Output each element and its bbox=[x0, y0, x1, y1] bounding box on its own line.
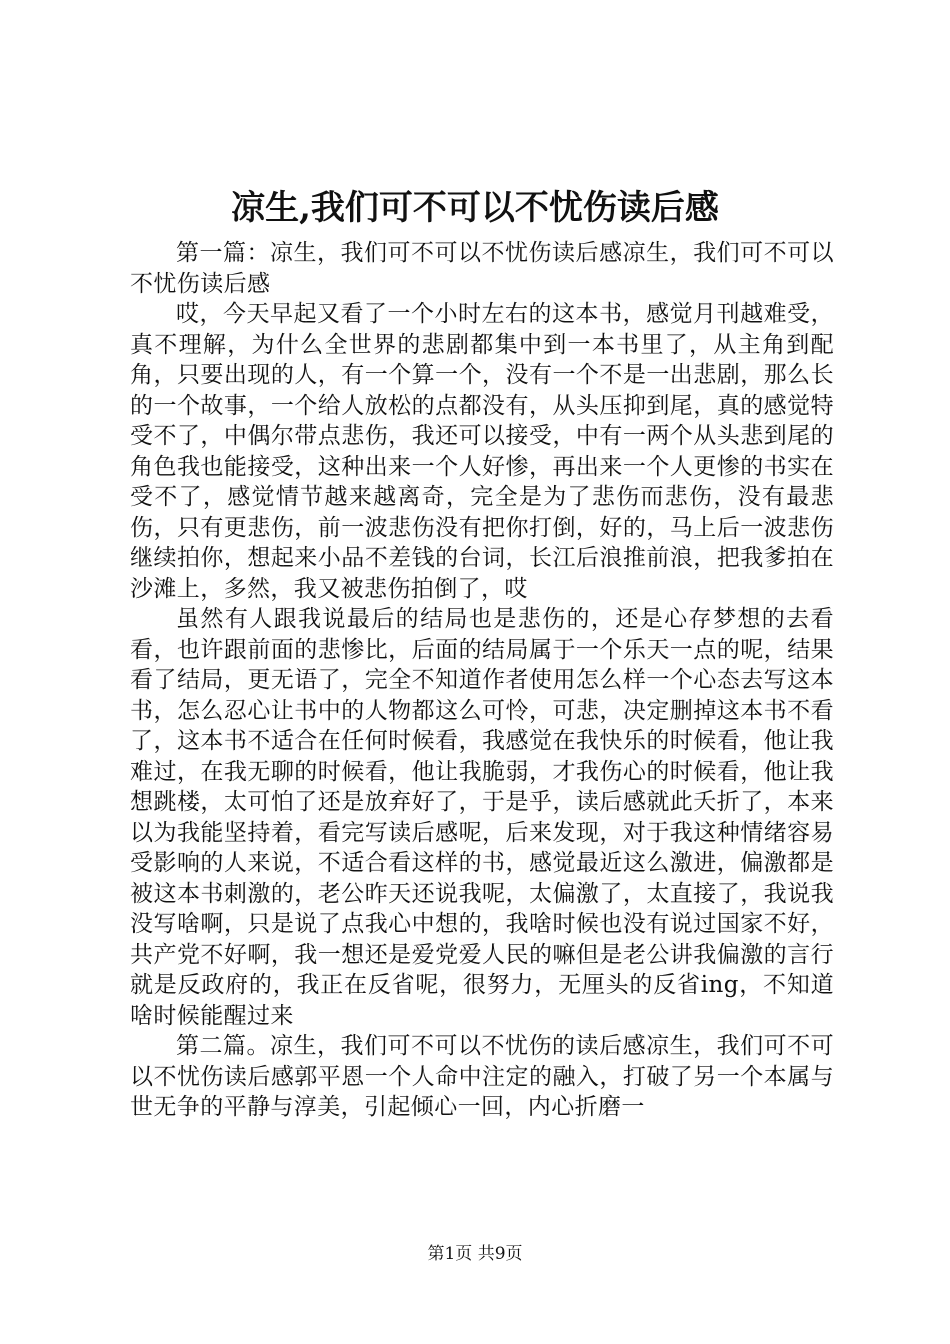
page-footer: 第1页 共9页 bbox=[427, 1244, 523, 1264]
paragraph-1: 第一篇：凉生，我们可不可以不忧伤读后感凉生，我们可不可以不忧伤读后感 bbox=[130, 240, 834, 297]
paragraph-4: 第二篇。凉生，我们可不可以不忧伤的读后感凉生，我们可不可以不忧伤读后感郭平恩一个人命中注定的融入，打破了另一个本属与世无争的平静与淳美，引起倾心一回，内心折磨一 bbox=[130, 1033, 834, 1120]
paragraph-2: 哎，今天早起又看了一个小时左右的这本书，感觉月刊越难受，真不理解，为什么全世界的悲剧都集中到一本书里了，从主角到配角，只要出现的人，有一个算一个，没有一个不是一出悲剧，那么长的一个故事，一个给人放松的点都没有，从头压抑到尾，真的感觉特受不了，中偶尔带点悲伤，我还可以接受，中有一两个从头悲到尾的角色我也能接受，这种出来一个人好惨，再出来一个人更惨的书实在受不了，感觉情节越来越离奇，完全是为了悲伤而悲伤，没有最悲伤，只有更悲伤，前一波悲伤没有把你打倒，好的，马上后一波悲伤继续拍你，想起来小品不差钱的台词，长江后浪推前浪，把我爹拍在沙滩上，多然，我又被悲伤拍倒了，哎 bbox=[130, 301, 834, 602]
paragraph-3: 虽然有人跟我说最后的结局也是悲伤的，还是心存梦想的去看看，也许跟前面的悲惨比，后面的结局属于一个乐天一点的呢，结果看了结局，更无语了，完全不知道作者使用怎么样一个心态去写这本书，怎么忍心让书中的人物都这么可怜，可悲，决定删掉这本书不看了，这本书不适合在任何时候看，我感觉在我快乐的时候看，他让我难过，在我无聊的时候看，他让我脆弱，才我伤心的时候看，他让我想跳楼，太可怕了还是放弃好了，于是乎，读后感就此夭折了，本来以为我能坚持着，看完写读后感呢，后来发现，对于我这种情绪容易受影响的人来说，不适合看这样的书，感觉最近这么激进，偏激都是被这本书刺激的，老公昨天还说我呢，太偏激了，太直接了，我说我没写啥啊，只是说了点我心中想的，我啥时候也没有说过国家不好，共产党不好啊，我一想还是爱党爱人民的嘛但是老公讲我偏激的言行就是反政府的，我正在反省呢，很努力，无厘头的反省ing，不知道啥时候能醒过来 bbox=[130, 606, 834, 1029]
document-title: 凉生,我们可不可以不忧伤读后感 bbox=[231, 188, 719, 228]
document-body bbox=[130, 238, 834, 1123]
